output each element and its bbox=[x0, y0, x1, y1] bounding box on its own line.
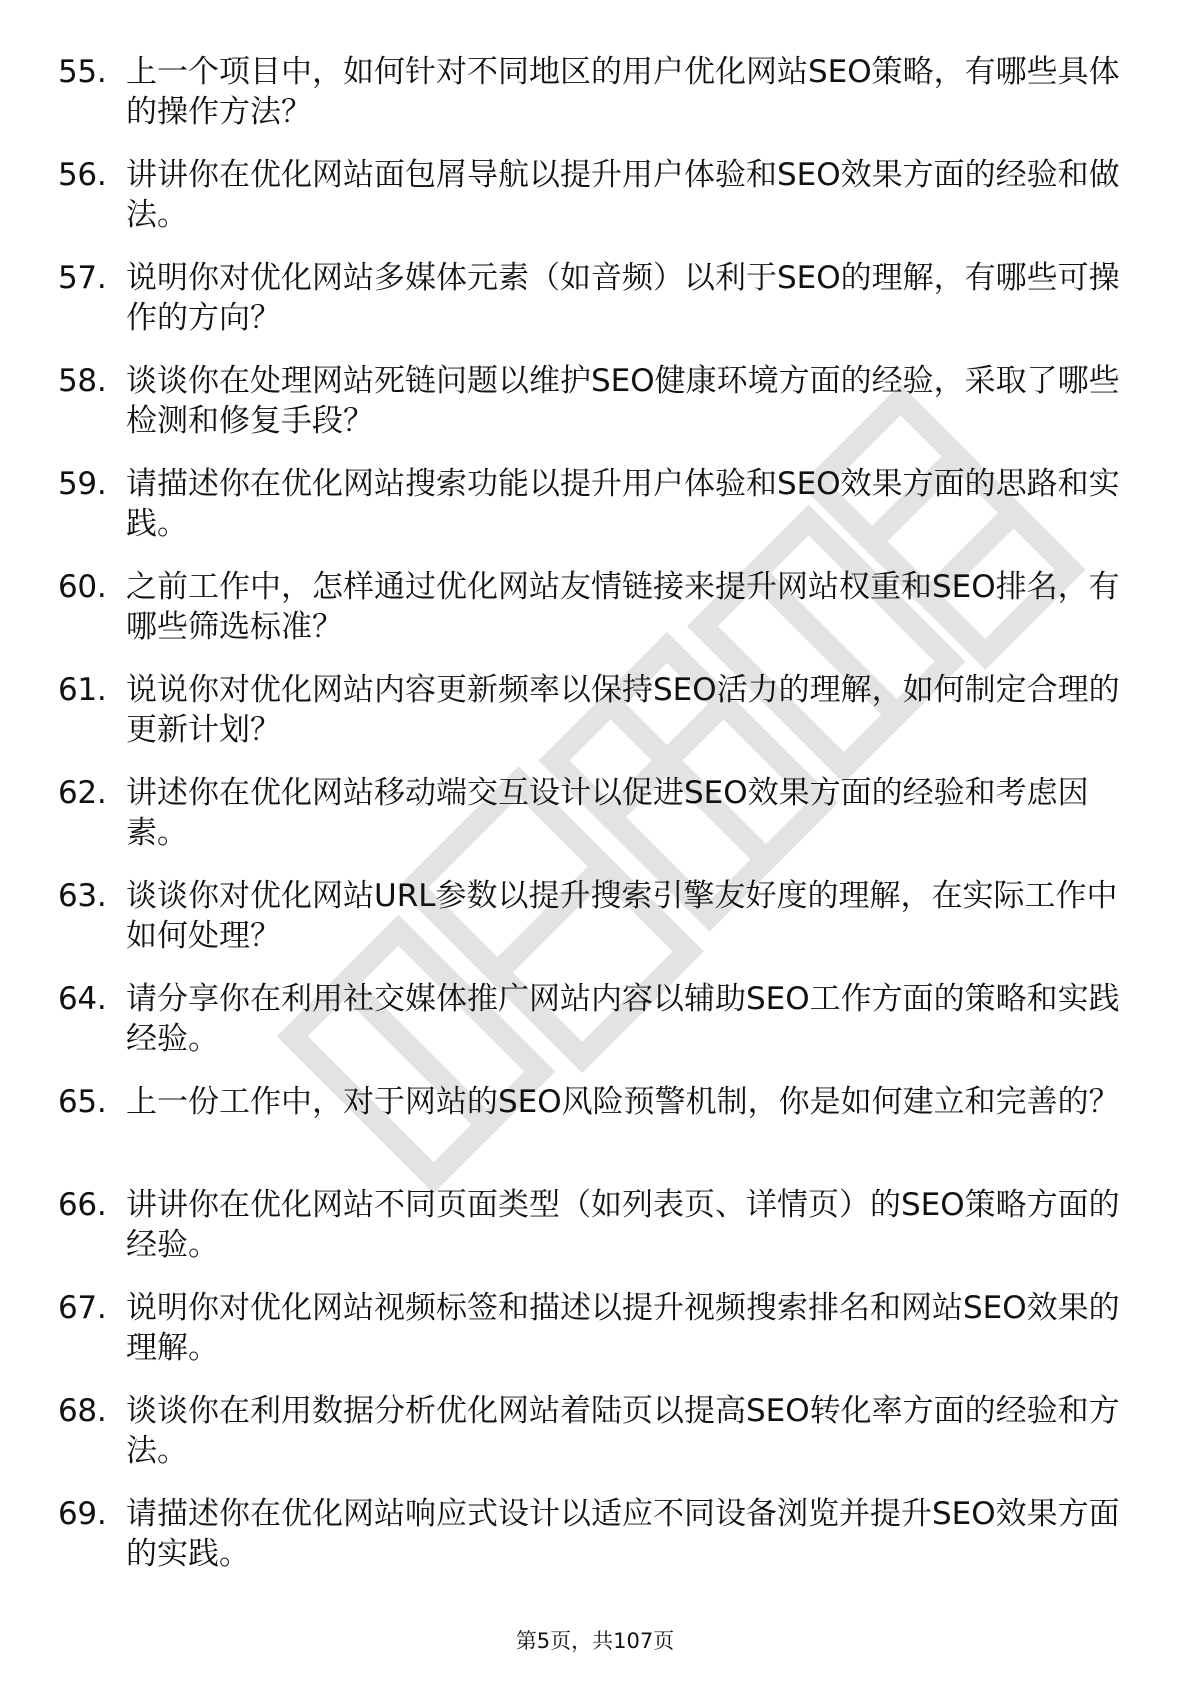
question-number: 64. bbox=[58, 981, 107, 1017]
question-number: 66. bbox=[58, 1187, 107, 1223]
question-item bbox=[58, 52, 1138, 155]
question-text: 请分享你在利用社交媒体推广网站内容以辅助SEO工作方面的策略和实践经验。 bbox=[126, 981, 1120, 1057]
question-item bbox=[58, 567, 1138, 670]
question-number: 68. bbox=[58, 1393, 107, 1429]
question-text: 上一份工作中，对于网站的SEO风险预警机制，你是如何建立和完善的？ bbox=[126, 1084, 1120, 1120]
question-item bbox=[58, 1494, 1138, 1597]
question-number: 56. bbox=[58, 157, 107, 193]
question-number: 59. bbox=[58, 466, 107, 502]
question-number: 67. bbox=[58, 1290, 107, 1326]
question-number: 63. bbox=[58, 878, 107, 914]
question-number: 58. bbox=[58, 363, 107, 399]
question-number: 69. bbox=[58, 1496, 107, 1532]
question-item bbox=[58, 979, 1138, 1082]
question-item bbox=[58, 876, 1138, 979]
question-number: 60. bbox=[58, 569, 107, 605]
question-list bbox=[58, 52, 1138, 1597]
question-number: 55. bbox=[58, 54, 107, 90]
question-item bbox=[58, 773, 1138, 876]
question-item bbox=[58, 464, 1138, 567]
question-item bbox=[58, 361, 1138, 464]
question-text: 之前工作中，怎样通过优化网站友情链接来提升网站权重和SEO排名，有哪些筛选标准？ bbox=[126, 569, 1120, 645]
question-text: 谈谈你对优化网站URL参数以提升搜索引擎友好度的理解，在实际工作中如何处理？ bbox=[126, 878, 1118, 954]
question-text: 请描述你在优化网站搜索功能以提升用户体验和SEO效果方面的思路和实践。 bbox=[126, 466, 1120, 542]
page-number-label: 第5页，共107页 bbox=[515, 1629, 675, 1653]
question-text: 请描述你在优化网站响应式设计以适应不同设备浏览并提升SEO效果方面的实践。 bbox=[126, 1496, 1120, 1572]
question-text: 讲讲你在优化网站面包屑导航以提升用户体验和SEO效果方面的经验和做法。 bbox=[126, 157, 1120, 233]
question-item bbox=[58, 1391, 1138, 1494]
question-text: 讲述你在优化网站移动端交互设计以促进SEO效果方面的经验和考虑因素。 bbox=[126, 775, 1089, 851]
question-item bbox=[58, 258, 1138, 361]
question-text: 谈谈你在处理网站死链问题以维护SEO健康环境方面的经验，采取了哪些检测和修复手段？ bbox=[126, 363, 1120, 439]
question-item bbox=[58, 670, 1138, 773]
question-text: 讲讲你在优化网站不同页面类型（如列表页、详情页）的SEO策略方面的经验。 bbox=[126, 1187, 1120, 1263]
question-number: 57. bbox=[58, 260, 107, 296]
page-footer bbox=[0, 1628, 1190, 1654]
question-text: 说明你对优化网站视频标签和描述以提升视频搜索排名和网站SEO效果的理解。 bbox=[126, 1290, 1120, 1366]
question-item bbox=[58, 1185, 1138, 1288]
question-number: 65. bbox=[58, 1084, 107, 1120]
question-item bbox=[58, 1082, 1138, 1185]
question-item bbox=[58, 1288, 1138, 1391]
question-text: 说说你对优化网站内容更新频率以保持SEO活力的理解，如何制定合理的更新计划？ bbox=[126, 672, 1120, 748]
question-text: 说明你对优化网站多媒体元素（如音频）以利于SEO的理解，有哪些可操作的方向？ bbox=[126, 260, 1120, 336]
question-number: 62. bbox=[58, 775, 107, 811]
question-text: 谈谈你在利用数据分析优化网站着陆页以提高SEO转化率方面的经验和方法。 bbox=[126, 1393, 1120, 1469]
question-item bbox=[58, 155, 1138, 258]
question-number: 61. bbox=[58, 672, 107, 708]
question-text: 上一个项目中，如何针对不同地区的用户优化网站SEO策略，有哪些具体的操作方法？ bbox=[126, 54, 1120, 130]
